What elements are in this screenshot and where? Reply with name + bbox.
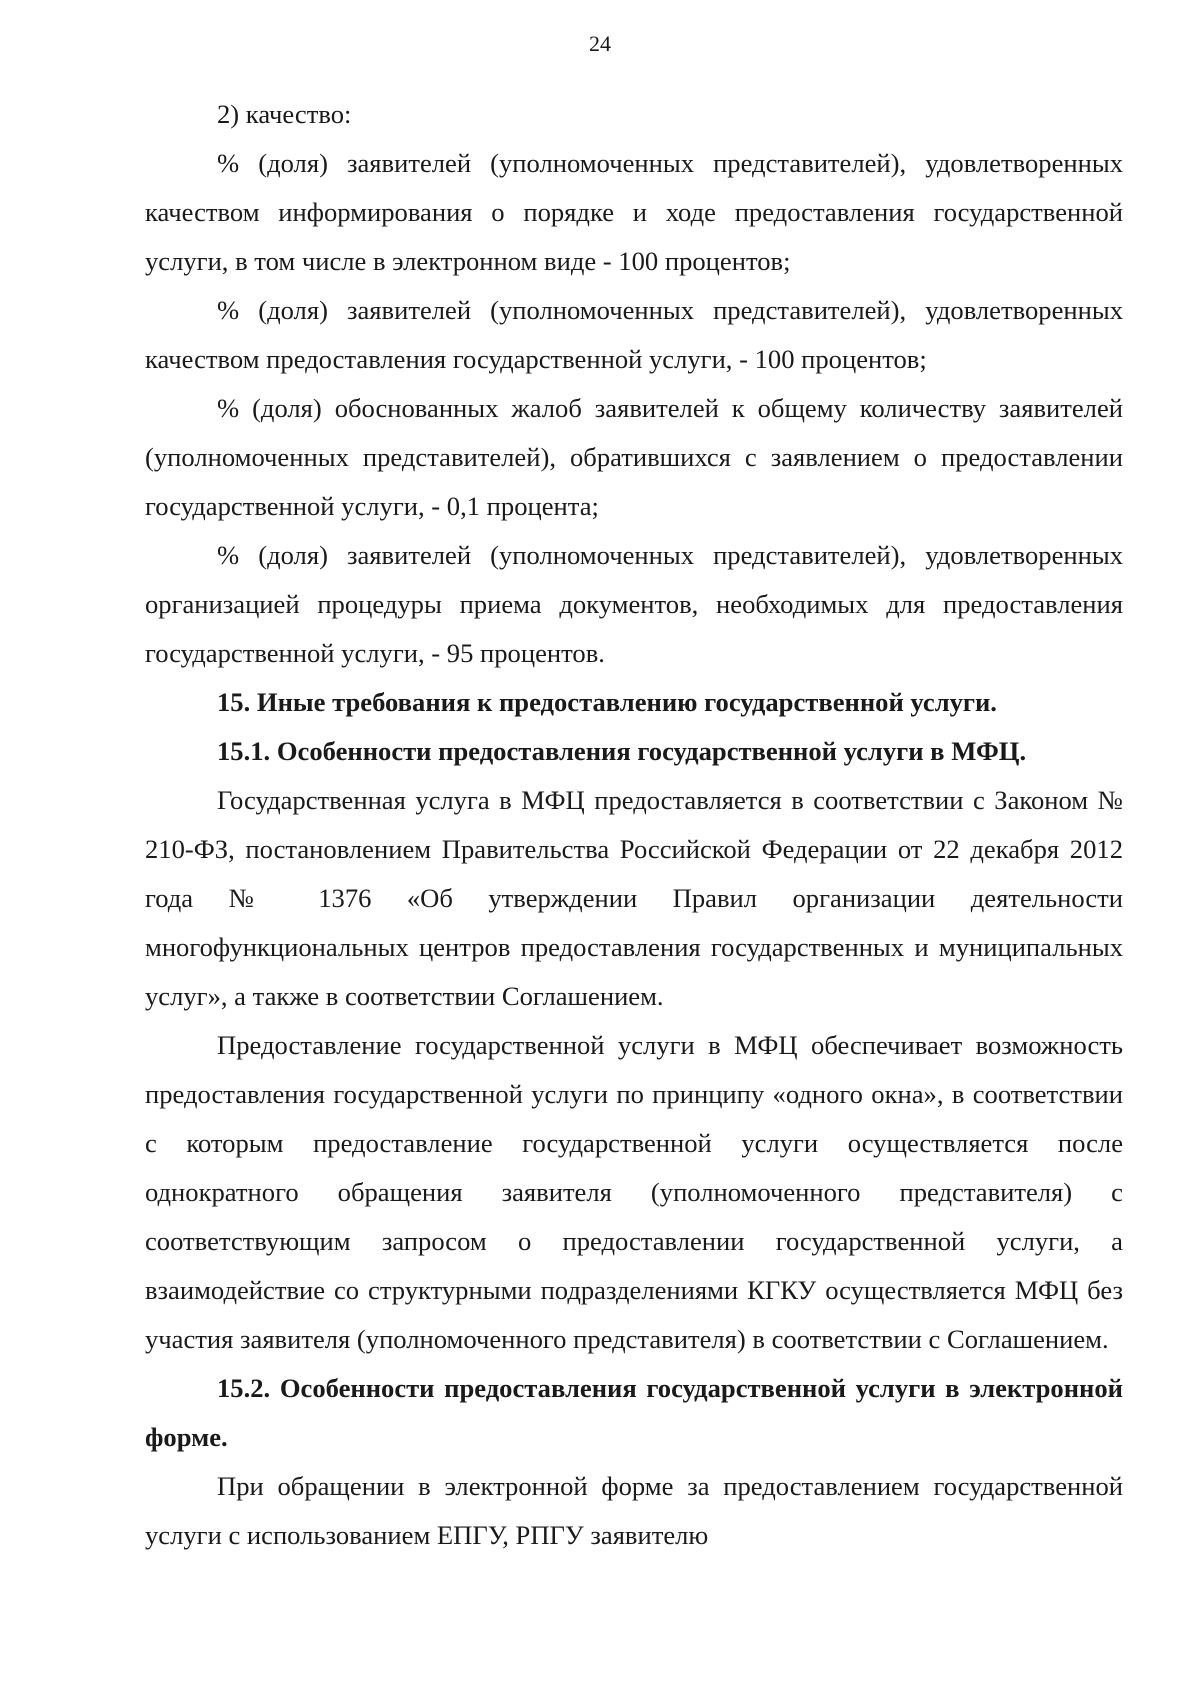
section-heading-15-2: 15.2. Особенности предоставления государственной услуги в электронной форме.: [145, 1373, 1123, 1452]
document-body: [145, 90, 1123, 1560]
section-heading-15: 15. Иные требования к предоставлению государственной услуги.: [217, 687, 997, 717]
section-heading-15-1: 15.1. Особенности предоставления государственной услуги в МФЦ.: [217, 736, 1027, 766]
paragraph-service-quality: % (доля) заявителей (уполномоченных представителей), удовлетворенных качеством предоставления государственной услуги, - 100 процентов;: [145, 295, 1123, 374]
paragraph-quality-heading: 2) качество:: [217, 99, 352, 129]
paragraph-document-acceptance: % (доля) заявителей (уполномоченных представителей), удовлетворенных организацией процедуры приема документов, необходимых для предоставления государственной услуги, - 95 процентов.: [145, 540, 1123, 668]
page-number: 24: [589, 31, 611, 56]
paragraph-complaints-share: % (доля) обоснованных жалоб заявителей к общему количеству заявителей (уполномоченных представителей), обратившихся с заявлением о предоставлении государственной услуги, - 0,1 процента;: [145, 393, 1123, 521]
paragraph-electronic-form: При обращении в электронной форме за предоставлением государственной услуги с использованием ЕПГУ, РПГУ заявителю: [145, 1471, 1123, 1550]
paragraph-informing-quality: % (доля) заявителей (уполномоченных представителей), удовлетворенных качеством информирования о порядке и ходе предоставления государственной услуги, в том числе в электронном виде - 100 процентов;: [145, 148, 1123, 276]
paragraph-one-window: Предоставление государственной услуги в МФЦ обеспечивает возможность предоставления государственной услуги по принципу «одного окна», в соответствии с которым предоставление государственной услуги осуществляется после однократного обращения заявителя (уполномоченного представителя) с соответствующим запросом о предоставлении государственной услуги, а взаимодействие со структурными подразделениями КГКУ осуществляется МФЦ без участия заявителя (уполномоченного представителя) в соответствии с Соглашением.: [145, 1030, 1123, 1354]
paragraph-mfc-legal-basis: Государственная услуга в МФЦ предоставляется в соответствии с Законом № 210-ФЗ, постановлением Правительства Российской Федерации от 22 декабря 2012 года № 1376 «Об утверждении Правил организации деятельности многофункциональных центров предоставления государственных и муниципальных услуг», а также в соответствии Соглашением.: [145, 785, 1123, 1011]
